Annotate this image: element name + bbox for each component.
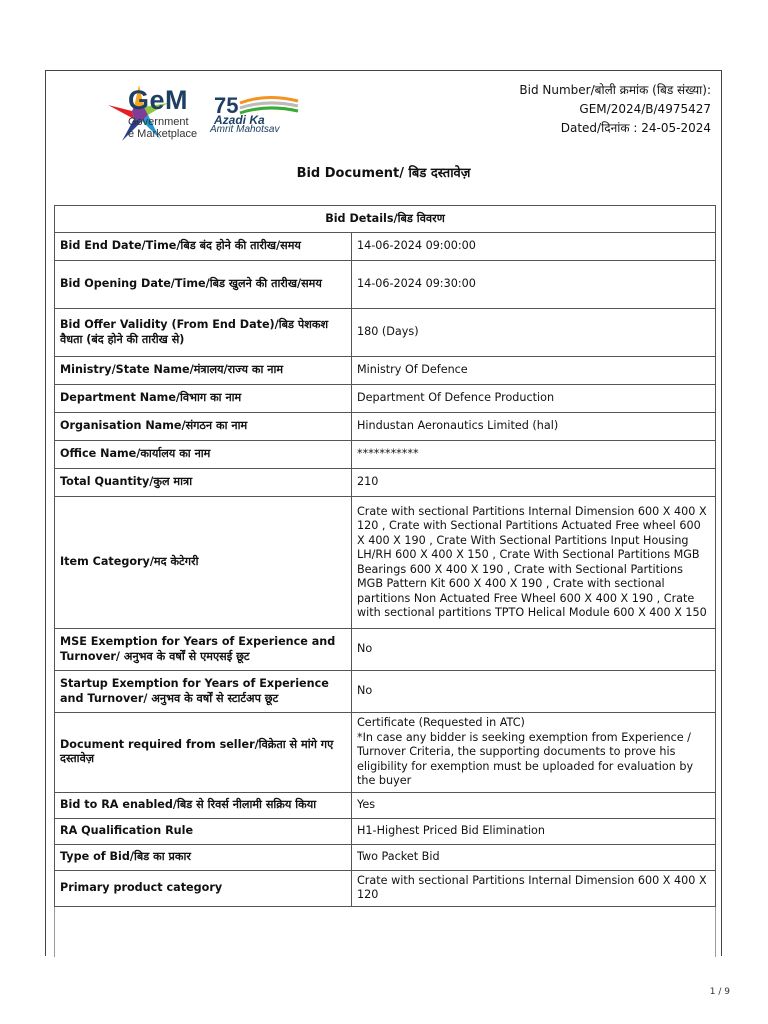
- gem-name: GeM: [128, 85, 189, 115]
- row-label: MSE Exemption for Years of Experience and Turnover/ अनुभव के वर्षों से एमएसई छूट: [55, 629, 352, 671]
- table-row: [55, 309, 716, 357]
- row-value: Crate with sectional Partitions Internal Dimension 600 X 400 X 120 , Crate with Sectional Partitions Actuated Free wheel 600 X 400 X 190 , Crate With Sectional Partitions Input Housing LH/RH 600 X 400 X 150 , Crate With Sectional Partitions MGB Bearings 600 X 400 X 190 , Crate with Sectional Partitions MGB Pattern Kit 600 X 400 X 190 , Crate with sectional partitions Non Actuated Free Wheel 600 X 400 X 190 , Crate with sectional partitions TPTO Helical Module 600 X 400 X 150: [352, 497, 716, 629]
- table-row: [55, 441, 716, 469]
- row-label: Startup Exemption for Years of Experience and Turnover/ अनुभव के वर्षों से स्टार्टअप छूट: [55, 671, 352, 713]
- gem-line1: Government: [128, 116, 189, 128]
- row-value: 180 (Days): [352, 309, 716, 357]
- page-number: 1 / 9: [709, 987, 730, 997]
- dated-value: 24-05-2024: [641, 121, 711, 135]
- table-row: [55, 469, 716, 497]
- table-row: [55, 870, 716, 906]
- table-row: [55, 818, 716, 844]
- dated-line: [519, 119, 711, 138]
- azadi-line2: Amrit Mahotsav: [210, 124, 280, 135]
- row-value: Two Packet Bid: [352, 844, 716, 870]
- table-row: [55, 261, 716, 309]
- row-label: Department Name/विभाग का नाम: [55, 385, 352, 413]
- bid-number-label: Bid Number/बोली क्रमांक (बिड संख्या):: [519, 83, 711, 97]
- row-label: Item Category/मद केटेगरी: [55, 497, 352, 629]
- svg-text:75: 75: [214, 93, 239, 118]
- table-row: [55, 357, 716, 385]
- dated-label: Dated/दिनांक :: [560, 121, 638, 135]
- table-row: [55, 629, 716, 671]
- table-row: [55, 792, 716, 818]
- row-label: Bid End Date/Time/बिड बंद होने की तारीख/समय: [55, 233, 352, 261]
- table-row: [55, 385, 716, 413]
- bid-meta: [519, 81, 711, 138]
- row-label: Ministry/State Name/मंत्रालय/राज्य का नाम: [55, 357, 352, 385]
- table-row: [55, 233, 716, 261]
- row-value: Certificate (Requested in ATC) *In case any bidder is seeking exemption from Experience / Turnover Criteria, the supporting documents to prove his eligibility for exemption must be uploaded for evaluation by the buyer: [352, 713, 716, 793]
- row-label: Bid Offer Validity (From End Date)/बिड पेशकश वैधता (बंद होने की तारीख से): [55, 309, 352, 357]
- table-row: [55, 713, 716, 793]
- row-label: Bid Opening Date/Time/बिड खुलने की तारीख/समय: [55, 261, 352, 309]
- row-value: Hindustan Aeronautics Limited (hal): [352, 413, 716, 441]
- bid-number: GEM/2024/B/4975427: [579, 102, 711, 116]
- table-header: Bid Details/बिड विवरण: [55, 206, 716, 233]
- row-label: Primary product category: [55, 870, 352, 906]
- row-label: RA Qualification Rule: [55, 818, 352, 844]
- table-row: [55, 671, 716, 713]
- table-header-row: [55, 206, 716, 233]
- row-value: ***********: [352, 441, 716, 469]
- row-value: Ministry Of Defence: [352, 357, 716, 385]
- row-value: Department Of Defence Production: [352, 385, 716, 413]
- azadi-line1: Azadi Ka: [214, 113, 265, 127]
- row-value: H1-Highest Priced Bid Elimination: [352, 818, 716, 844]
- row-value: Yes: [352, 792, 716, 818]
- page-continuation: [54, 907, 716, 957]
- row-value: 14-06-2024 09:30:00: [352, 261, 716, 309]
- bid-details-table: [54, 205, 716, 907]
- table-row: [55, 497, 716, 629]
- document-title: Bid Document/ बिड दस्तावेज़: [296, 166, 471, 181]
- row-value: 14-06-2024 09:00:00: [352, 233, 716, 261]
- row-label: Document required from seller/विक्रेता से मांगे गए दस्तावेज़: [55, 713, 352, 793]
- row-label: Office Name/कार्यालय का नाम: [55, 441, 352, 469]
- table-row: [55, 413, 716, 441]
- row-value: Crate with sectional Partitions Internal Dimension 600 X 400 X 120: [352, 870, 716, 906]
- row-value: 210: [352, 469, 716, 497]
- row-label: Organisation Name/संगठन का नाम: [55, 413, 352, 441]
- row-value: No: [352, 629, 716, 671]
- row-value: No: [352, 671, 716, 713]
- row-label: Bid to RA enabled/बिड से रिवर्स नीलामी सक्रिय किया: [55, 792, 352, 818]
- document-page: [45, 70, 722, 956]
- row-label: Type of Bid/बिड का प्रकार: [55, 844, 352, 870]
- table-row: [55, 844, 716, 870]
- row-label: Total Quantity/कुल मात्रा: [55, 469, 352, 497]
- gem-line2: e Marketplace: [128, 128, 198, 140]
